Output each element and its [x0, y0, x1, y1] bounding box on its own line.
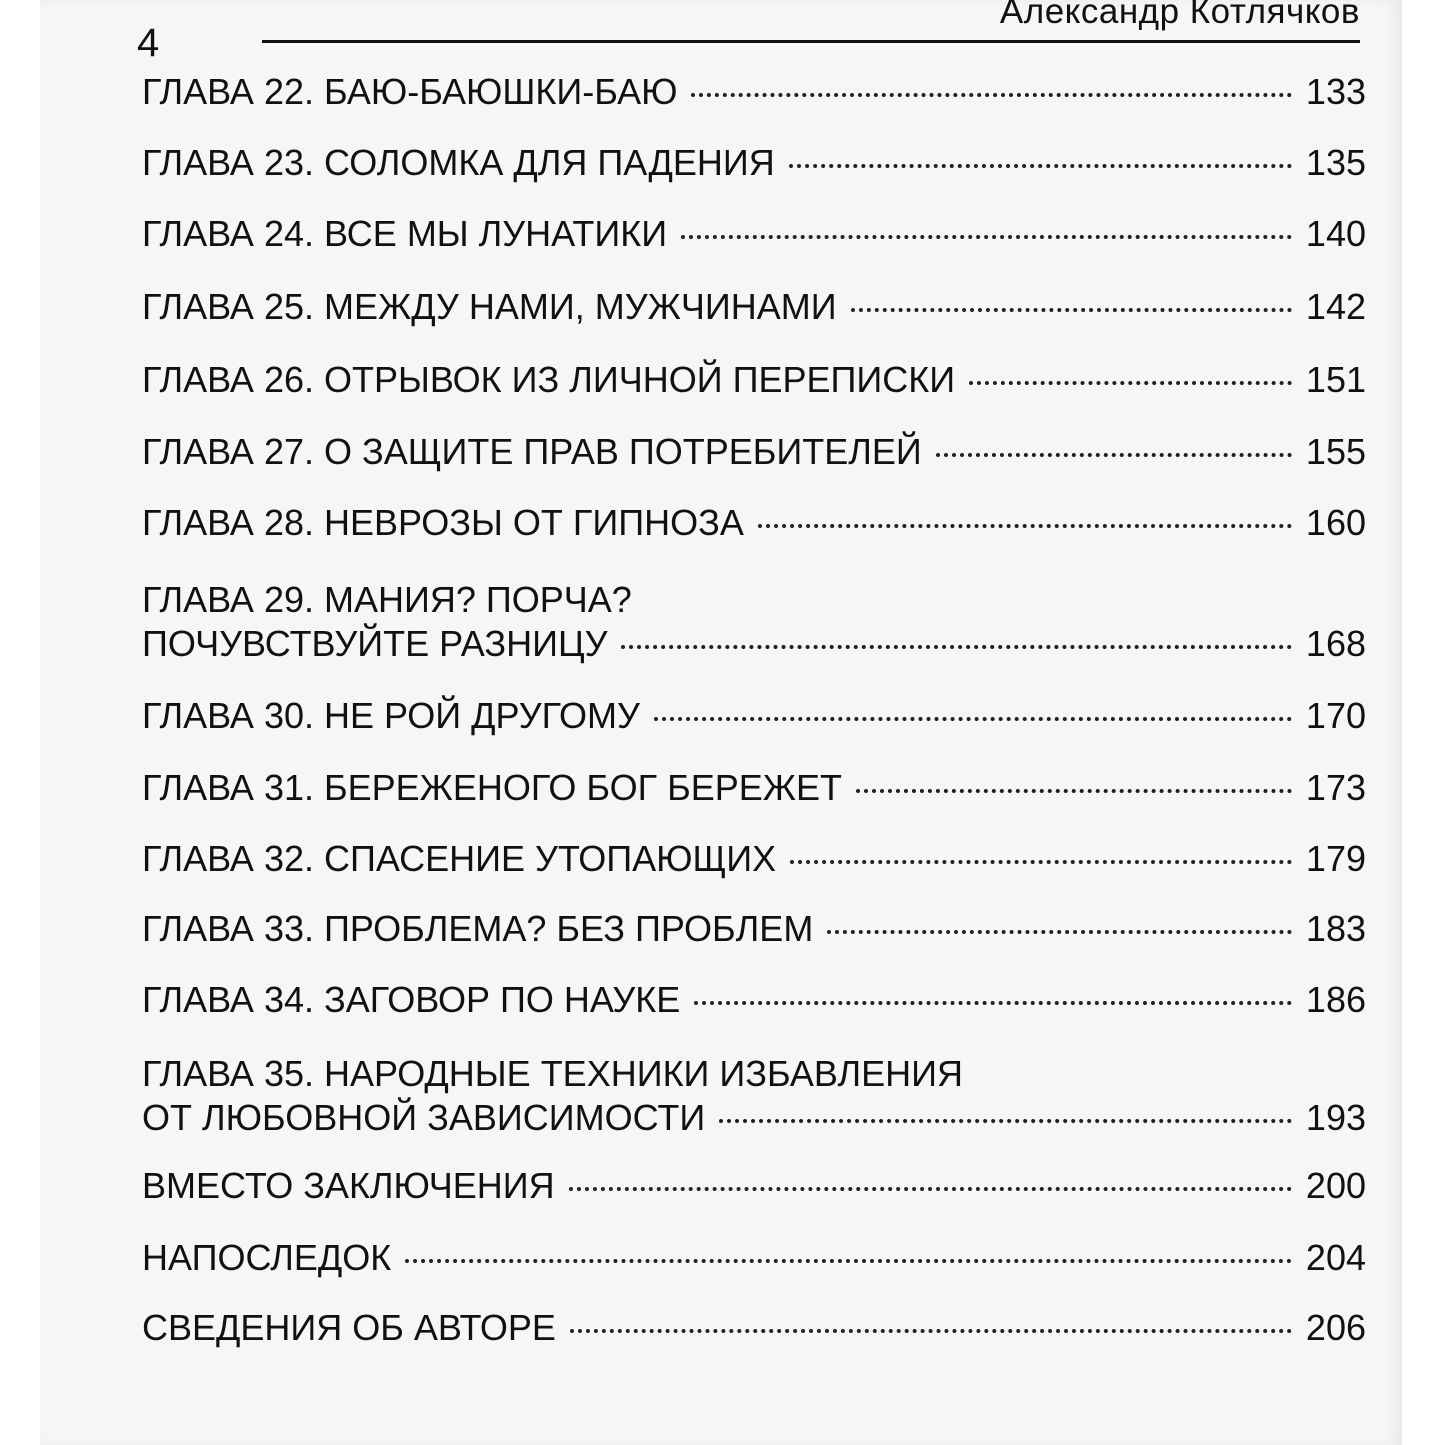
dot-leader	[827, 930, 1292, 934]
toc-entry	[142, 212, 1366, 284]
toc-title: ГЛАВА 30. НЕ РОЙ ДРУГОМУ	[142, 695, 640, 736]
toc-line	[142, 907, 1366, 951]
toc-title: НАПОСЛЕДОК	[142, 1237, 392, 1278]
toc-entry	[142, 978, 1366, 1050]
page-header	[40, 0, 1402, 65]
toc-entry	[142, 837, 1366, 909]
dot-leader	[758, 524, 1292, 528]
toc-title: ПОЧУВСТВУЙТЕ РАЗНИЦУ	[142, 623, 608, 664]
dot-leader	[789, 164, 1292, 168]
page-number: 4	[137, 21, 160, 65]
toc-entry	[142, 501, 1366, 573]
dot-leader	[570, 1329, 1292, 1333]
toc-title: ГЛАВА 32. СПАСЕНИЕ УТОПАЮЩИХ	[142, 838, 777, 879]
dot-leader	[719, 1119, 1292, 1123]
toc-line	[142, 978, 1366, 1022]
dot-leader	[856, 789, 1292, 793]
dot-leader	[694, 1001, 1292, 1005]
dot-leader	[569, 1187, 1292, 1191]
toc-page-number: 186	[1305, 979, 1366, 1020]
dot-leader	[936, 453, 1292, 457]
toc-line	[142, 141, 1366, 185]
dot-leader	[851, 308, 1292, 312]
dot-leader	[654, 717, 1292, 721]
toc-title: ГЛАВА 24. ВСЕ МЫ ЛУНАТИКИ	[142, 213, 668, 254]
book-page	[40, 0, 1402, 1445]
toc-line	[142, 1306, 1366, 1350]
toc-line	[142, 1096, 1366, 1140]
toc-title: ГЛАВА 26. ОТРЫВОК ИЗ ЛИЧНОЙ ПЕРЕПИСКИ	[142, 359, 956, 400]
toc-entry	[142, 1164, 1366, 1236]
toc-entry	[142, 70, 1366, 142]
toc-title-line1: ГЛАВА 29. МАНИЯ? ПОРЧА?	[142, 579, 632, 620]
toc-page-number: 140	[1305, 213, 1366, 254]
toc-title: ГЛАВА 25. МЕЖДУ НАМИ, МУЖЧИНАМИ	[142, 286, 837, 327]
toc-entry	[142, 285, 1366, 357]
toc-entry	[142, 907, 1366, 979]
toc-title: ГЛАВА 22. БАЮ-БАЮШКИ-БАЮ	[142, 71, 678, 112]
toc-title: ГЛАВА 31. БЕРЕЖЕНОГО БОГ БЕРЕЖЕТ	[142, 767, 842, 808]
table-of-contents	[142, 60, 1366, 1380]
toc-line	[142, 837, 1366, 881]
toc-entry	[142, 141, 1366, 213]
toc-page-number: 151	[1305, 359, 1366, 400]
toc-entry	[142, 1236, 1366, 1308]
toc-title: ОТ ЛЮБОВНОЙ ЗАВИСИМОСТИ	[142, 1097, 706, 1138]
toc-line	[142, 285, 1366, 329]
toc-page-number: 170	[1305, 695, 1366, 736]
toc-line	[142, 430, 1366, 474]
toc-line	[142, 766, 1366, 810]
dot-leader	[681, 235, 1292, 239]
toc-line	[142, 70, 1366, 114]
header-rule	[262, 40, 1360, 43]
toc-line	[142, 1164, 1366, 1208]
toc-page-number: 183	[1305, 908, 1366, 949]
toc-page-number: 168	[1305, 623, 1366, 664]
dot-leader	[969, 381, 1292, 385]
dot-leader	[790, 860, 1292, 864]
dot-leader	[405, 1259, 1292, 1263]
dot-leader	[691, 93, 1292, 97]
toc-line	[142, 501, 1366, 545]
toc-page-number: 142	[1305, 286, 1366, 327]
toc-entry	[142, 694, 1366, 766]
toc-entry	[142, 578, 1366, 674]
toc-page-number: 135	[1305, 142, 1366, 183]
toc-entry	[142, 430, 1366, 502]
toc-page-number: 200	[1305, 1165, 1366, 1206]
toc-page-number: 160	[1305, 502, 1366, 543]
toc-line	[142, 212, 1366, 256]
toc-page-number: 206	[1305, 1307, 1366, 1348]
toc-title: ГЛАВА 27. О ЗАЩИТЕ ПРАВ ПОТРЕБИТЕЛЕЙ	[142, 431, 922, 472]
toc-title: ГЛАВА 34. ЗАГОВОР ПО НАУКЕ	[142, 979, 681, 1020]
toc-entry	[142, 1306, 1366, 1378]
toc-title-line1: ГЛАВА 35. НАРОДНЫЕ ТЕХНИКИ ИЗБАВЛЕНИЯ	[142, 1053, 964, 1094]
toc-line	[142, 1236, 1366, 1280]
toc-page-number: 193	[1305, 1097, 1366, 1138]
toc-title: ГЛАВА 28. НЕВРОЗЫ ОТ ГИПНОЗА	[142, 502, 744, 543]
toc-page-number: 204	[1305, 1237, 1366, 1278]
toc-page-number: 173	[1305, 767, 1366, 808]
toc-title: ГЛАВА 23. СОЛОМКА ДЛЯ ПАДЕНИЯ	[142, 142, 775, 183]
toc-title: ВМЕСТО ЗАКЛЮЧЕНИЯ	[142, 1165, 555, 1206]
toc-page-number: 133	[1305, 71, 1366, 112]
toc-entry	[142, 766, 1366, 838]
toc-line	[142, 622, 1366, 666]
toc-title: СВЕДЕНИЯ ОБ АВТОРЕ	[142, 1307, 556, 1348]
author-name: Александр Котлячков	[999, 0, 1360, 31]
toc-page-number: 179	[1305, 838, 1366, 879]
toc-line	[142, 358, 1366, 402]
toc-line	[142, 694, 1366, 738]
toc-title: ГЛАВА 33. ПРОБЛЕМА? БЕЗ ПРОБЛЕМ	[142, 908, 814, 949]
toc-entry	[142, 1052, 1366, 1148]
toc-entry	[142, 358, 1366, 430]
toc-page-number: 155	[1305, 431, 1366, 472]
dot-leader	[621, 645, 1292, 649]
